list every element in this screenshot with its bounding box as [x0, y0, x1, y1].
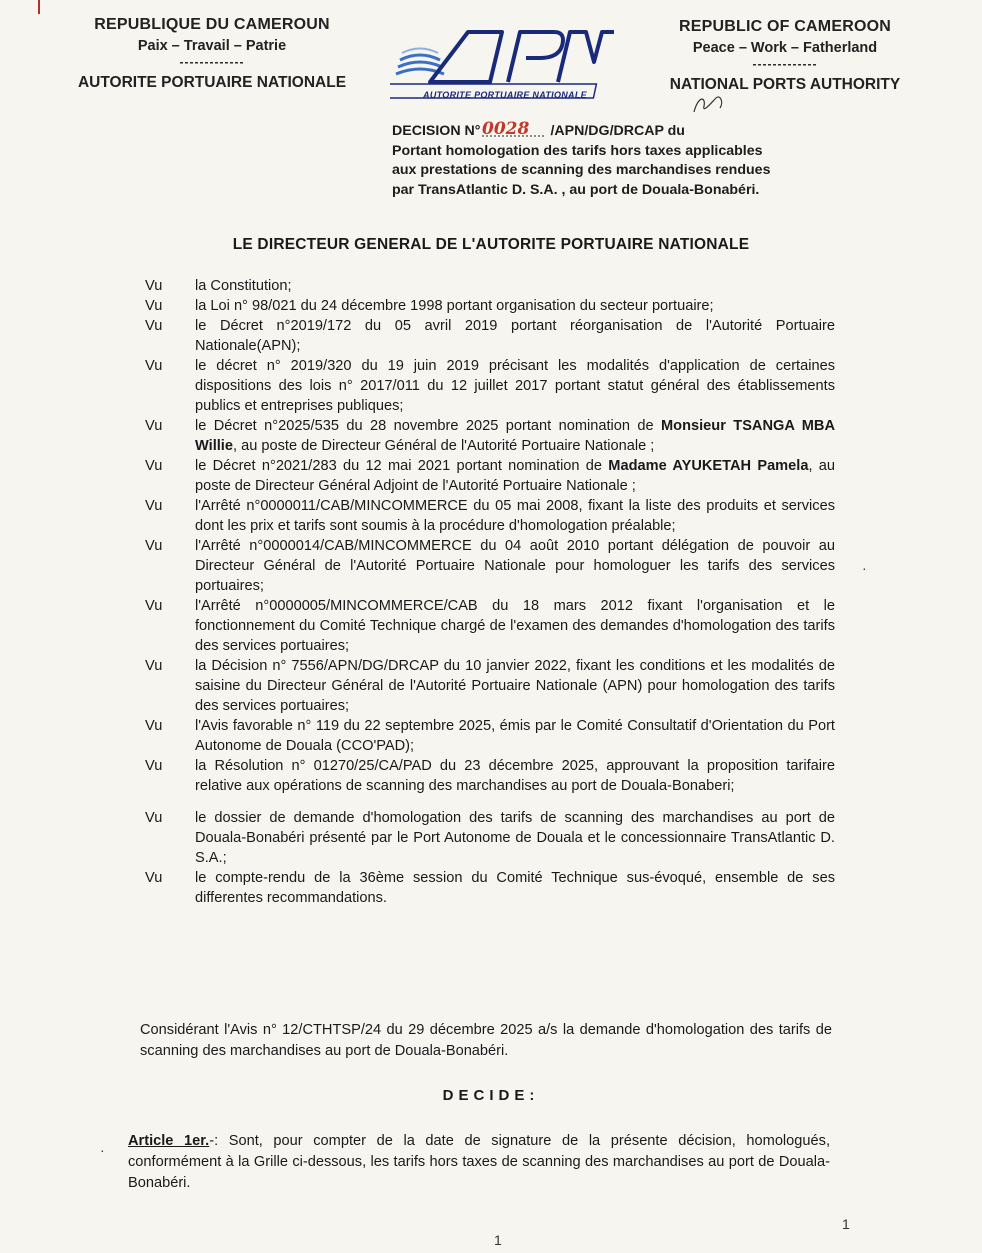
bullet-dot: · [100, 1142, 105, 1158]
header-left [62, 16, 362, 92]
header-right-separator: ------------- [752, 57, 818, 71]
decision-prefix: DECISION N° [392, 123, 481, 139]
vu-text-bold: Monsieur TSANGA MBA Willie [195, 418, 835, 454]
header-right-motto: Peace – Work – Fatherland [692, 40, 878, 56]
decision-block [392, 118, 862, 200]
vu-text-pre: le décret n° 2019/320 du 19 juin 2019 précisant les modalités d'application de certaines dispositions des lois n° 2017/011 du 12 juillet 2017 portant statut général des établissements publics et entreprises publiques; [195, 358, 835, 414]
vu-label: Vu [145, 418, 163, 434]
decision-number-line [392, 118, 862, 142]
vu-text [195, 756, 835, 796]
header-right [650, 18, 920, 94]
vu-text [195, 596, 835, 656]
article-1 [128, 1131, 830, 1194]
decision-subject-1: Portant homologation des tarifs hors taxes applicables [392, 142, 763, 159]
vu-label: Vu [145, 658, 163, 674]
vu-text [195, 656, 835, 716]
vu-label: Vu [145, 298, 163, 314]
vu-item [145, 596, 835, 656]
handwritten-number-text: 0028 [482, 119, 530, 138]
vu-text [195, 416, 835, 456]
vu-text [195, 276, 835, 296]
page-mark-right: 1 [842, 1216, 850, 1232]
vu-item [145, 496, 835, 536]
apn-logo [390, 20, 620, 102]
vu-label: Vu [145, 498, 163, 514]
vu-text-pre: l'Arrêté n°0000011/CAB/MINCOMMERCE du 05 mai 2008, fixant la liste des produits et services dont les prix et tarifs sont soumis à la procédure d'homologation préalable; [195, 498, 835, 534]
vu-text-pre: la Résolution n° 01270/25/CA/PAD du 23 décembre 2025, approuvant la proposition tarifaire relative aux opérations de scanning des marchandises au port de Douala-Bonaberi; [195, 758, 835, 794]
vu-text-post: , au poste de Directeur Général Adjoint de l'Autorité Portuaire Nationale ; [195, 458, 836, 494]
vu-item [145, 296, 835, 316]
vu-item [145, 808, 835, 868]
vu-text-pre: la Constitution; [195, 278, 292, 294]
vu-text-pre: l'Arrêté n°0000005/MINCOMMERCE/CAB du 18 mars 2012 fixant l'organisation et le fonctionnement du Comité Technique chargé de l'examen des demandes d'homologation des tarifs des services portuaires; [195, 598, 835, 654]
vu-text [195, 716, 835, 756]
vu-text [195, 456, 835, 496]
vu-item [145, 456, 835, 496]
page-mark-center: 1 [494, 1232, 502, 1248]
vu-label: Vu [145, 278, 163, 294]
header-left-motto: Paix – Travail – Patrie [137, 38, 287, 54]
apn-logo-caption: AUTORITE PORTUAIRE NATIONALE [423, 90, 587, 100]
vu-text [195, 868, 835, 908]
vu-item [145, 868, 835, 908]
vu-text [195, 316, 835, 356]
margin-dot: · [862, 560, 867, 576]
vu-label: Vu [145, 458, 163, 474]
vu-item [145, 356, 835, 416]
decision-reference: /APN/DG/DRCAP du [550, 123, 685, 139]
vu-label: Vu [145, 318, 163, 334]
header-right-authority: NATIONAL PORTS AUTHORITY [669, 76, 901, 93]
vu-label: Vu [145, 718, 163, 734]
decision-subject-2: aux prestations de scanning des marchandises rendues [392, 162, 771, 178]
vu-text-bold: Madame AYUKETAH Pamela [608, 458, 809, 474]
corner-mark [38, 0, 40, 14]
vu-list [145, 276, 835, 908]
vu-text-pre: l'Avis favorable n° 119 du 22 septembre 2025, émis par le Comité Consultatif d'Orientation du Port Autonome de Douala (CCO'PAD); [195, 718, 835, 754]
vu-item [145, 656, 835, 716]
vu-text [195, 808, 835, 868]
header-left-separator: ------------- [179, 55, 245, 69]
vu-item [145, 416, 835, 456]
vu-item [145, 316, 835, 356]
header-left-authority: AUTORITE PORTUAIRE NATIONALE [77, 74, 347, 91]
vu-text-pre: le Décret n°2021/283 du 12 mai 2021 portant nomination de [195, 458, 609, 474]
decision-subject-3: par TransAtlantic D. S.A. , au port de Douala-Bonabéri. [392, 181, 760, 198]
header-right-country: REPUBLIC OF CAMEROON [679, 18, 891, 35]
vu-label: Vu [145, 538, 163, 554]
decide-heading: DECIDE: [442, 1087, 540, 1104]
header-left-country: REPUBLIQUE DU CAMEROUN [94, 16, 330, 33]
vu-text-pre: la Décision n° 7556/APN/DG/DRCAP du 10 janvier 2022, fixant les conditions et les modalités de saisine du Directeur Général de l'Autorité Portuaire Nationale (APN) pour homologation des tarifs des services portuaires; [195, 658, 835, 714]
article-1-text: -: Sont, pour compter de la date de signature de la présente décision, homologués, conformément à la Grille ci-dessous, les tarifs hors taxes de scanning des marchandises au port de Douala-Bonabéri. [128, 1133, 830, 1191]
vu-text [195, 496, 835, 536]
vu-text-pre: le dossier de demande d'homologation des tarifs de scanning des marchandises au port de Douala-Bonabéri présenté par le Port Autonome de Douala et le concessionnaire TransAtlantic D. S.A.; [195, 810, 835, 866]
vu-label: Vu [145, 870, 163, 886]
handwritten-decision-number [480, 118, 550, 136]
considerant-paragraph: Considérant l'Avis n° 12/CTHTSP/24 du 29 décembre 2025 a/s la demande d'homologation des tarifs de scanning des marchandises au port de Douala-Bonabéri. [140, 1022, 832, 1059]
vu-label: Vu [145, 358, 163, 374]
vu-label: Vu [145, 758, 163, 774]
director-title: LE DIRECTEUR GENERAL DE L'AUTORITE PORTUAIRE NATIONALE [232, 236, 750, 253]
vu-text-pre: l'Arrêté n°0000014/CAB/MINCOMMERCE du 04 août 2010 portant délégation de pouvoir au Directeur Général de l'Autorité Portuaire Nationale pour homologuer les tarifs des services portuaires; [195, 538, 835, 594]
vu-text [195, 536, 835, 596]
vu-text-pre: la Loi n° 98/021 du 24 décembre 1998 portant organisation du secteur portuaire; [195, 298, 714, 314]
vu-label: Vu [145, 810, 163, 826]
vu-text [195, 296, 835, 316]
article-1-label: Article 1er. [128, 1133, 210, 1149]
handwritten-initials [690, 92, 730, 118]
vu-text-pre: le Décret n°2025/535 du 28 novembre 2025 portant nomination de [195, 418, 662, 434]
vu-text-pre: le compte-rendu de la 36ème session du Comité Technique sus-évoqué, ensemble de ses differentes recommandations. [195, 870, 835, 906]
vu-item [145, 276, 835, 296]
vu-label: Vu [145, 598, 163, 614]
vu-text-pre: le Décret n°2019/172 du 05 avril 2019 portant réorganisation de l'Autorité Portuaire Nationale(APN); [195, 318, 835, 354]
vu-text-post: , au poste de Directeur Général de l'Autorité Portuaire Nationale ; [232, 438, 655, 454]
vu-item [145, 716, 835, 756]
vu-item [145, 756, 835, 796]
vu-text [195, 356, 835, 416]
vu-item [145, 536, 835, 596]
